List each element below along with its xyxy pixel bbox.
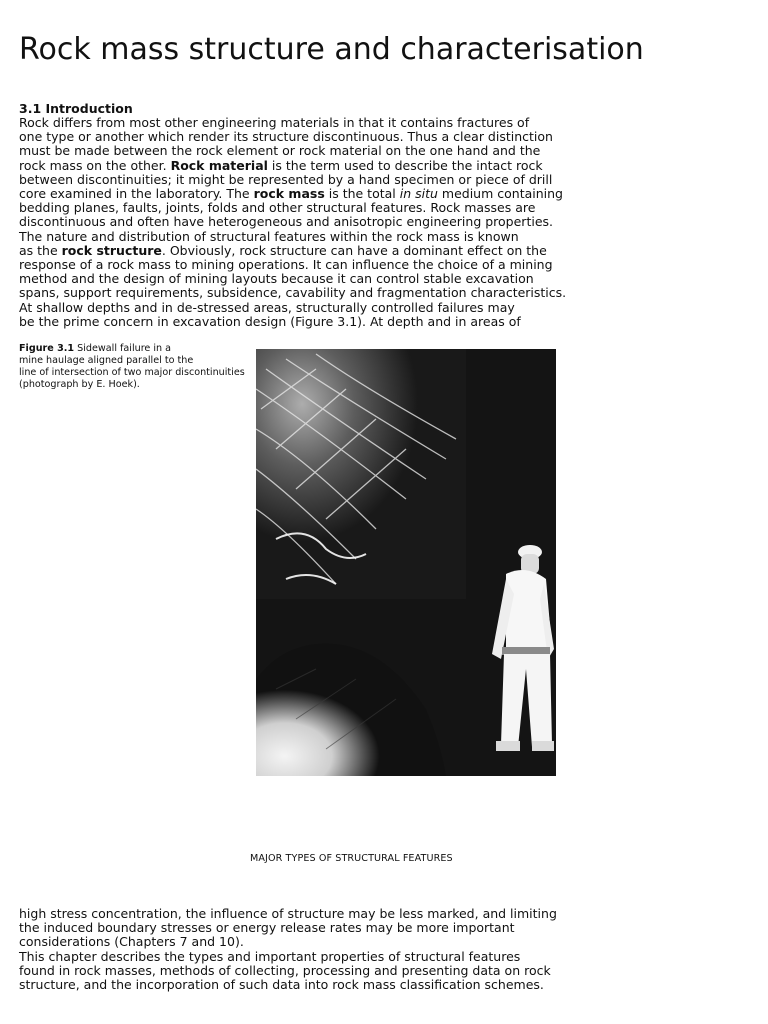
figure-photo bbox=[256, 349, 556, 776]
text-line bbox=[19, 230, 599, 244]
caption-line: line of intersection of two major discontinuities bbox=[19, 367, 245, 378]
bold-term: rock mass bbox=[253, 186, 325, 202]
text-run: The nature and distribution of structural features within the rock mass is known bbox=[19, 228, 519, 244]
bold-term: Rock material bbox=[170, 157, 268, 173]
text-run: discontinuous and often have heterogeneous and anisotropic engineering properties. bbox=[19, 214, 553, 230]
text-run: medium containing bbox=[437, 186, 563, 202]
text-line bbox=[19, 215, 599, 229]
figure-label: Figure 3.1 bbox=[19, 343, 75, 354]
text-run: spans, support requirements, subsidence, cavability and fragmentation characteristics. bbox=[19, 285, 567, 301]
text-line bbox=[19, 244, 599, 258]
text-line bbox=[19, 159, 599, 173]
text-run: as the bbox=[19, 242, 62, 258]
text-line bbox=[19, 130, 599, 144]
text-line bbox=[19, 286, 599, 300]
bold-term: rock structure bbox=[61, 242, 162, 258]
text-run: response of a rock mass to mining operations. It can influence the choice of a mining bbox=[19, 257, 553, 273]
closing-paragraph bbox=[19, 907, 599, 992]
text-run: must be made between the rock element or rock material on the one hand and the bbox=[19, 143, 541, 159]
text-run: is the total bbox=[324, 186, 400, 202]
text-line bbox=[19, 116, 599, 130]
text-line: high stress concentration, the influence of structure may be less marked, and limiting bbox=[19, 906, 557, 921]
text-line: structure, and the incorporation of such data into rock mass classification schemes. bbox=[19, 977, 544, 993]
caption-line: Sidewall failure in a bbox=[74, 343, 172, 354]
text-run: Rock differs from most other engineering materials in that it contains fractures of bbox=[19, 115, 530, 130]
structural-features-heading: MAJOR TYPES OF STRUCTURAL FEATURES bbox=[250, 853, 453, 864]
text-run: rock mass on the other. bbox=[19, 157, 171, 173]
section-heading: 3.1 Introduction bbox=[19, 101, 133, 116]
text-run: is the term used to describe the intact rock bbox=[267, 157, 543, 173]
intro-paragraph bbox=[19, 116, 599, 329]
text-run: core examined in the laboratory. The bbox=[19, 186, 254, 202]
text-line bbox=[19, 315, 599, 329]
text-run: one type or another which render its structure discontinuous. Thus a clear distinction bbox=[19, 129, 553, 145]
text-run: be the prime concern in excavation design (Figure 3.1). At depth and in areas of bbox=[19, 313, 521, 329]
text-run: At shallow depths and in de-stressed areas, structurally controlled failures may bbox=[19, 299, 515, 315]
text-run: bedding planes, faults, joints, folds and other structural features. Rock masses are bbox=[19, 200, 536, 216]
text-line bbox=[19, 201, 599, 215]
text-line bbox=[19, 144, 599, 158]
text-line bbox=[19, 258, 599, 272]
text-line: found in rock masses, methods of collecting, processing and presenting data on rock bbox=[19, 962, 551, 978]
text-run: method and the design of mining layouts because it can control stable excavation bbox=[19, 271, 534, 287]
text-line bbox=[19, 173, 599, 187]
text-line: This chapter describes the types and important properties of structural features bbox=[19, 948, 521, 964]
text-line bbox=[19, 272, 599, 286]
text-line bbox=[19, 187, 599, 201]
caption-line: mine haulage aligned parallel to the bbox=[19, 355, 194, 366]
page-title: Rock mass structure and characterisation bbox=[19, 32, 644, 67]
text-run: between discontinuities; it might be represented by a hand specimen or piece of drill bbox=[19, 171, 553, 187]
figure-caption bbox=[19, 343, 259, 391]
text-run: . Obviously, rock structure can have a dominant effect on the bbox=[161, 242, 547, 258]
text-line: the induced boundary stresses or energy release rates may be more important bbox=[19, 920, 515, 936]
text-line: considerations (Chapters 7 and 10). bbox=[19, 934, 244, 950]
caption-line: (photograph by E. Hoek). bbox=[19, 379, 140, 390]
text-line bbox=[19, 301, 599, 315]
italic-term: in situ bbox=[399, 186, 438, 202]
